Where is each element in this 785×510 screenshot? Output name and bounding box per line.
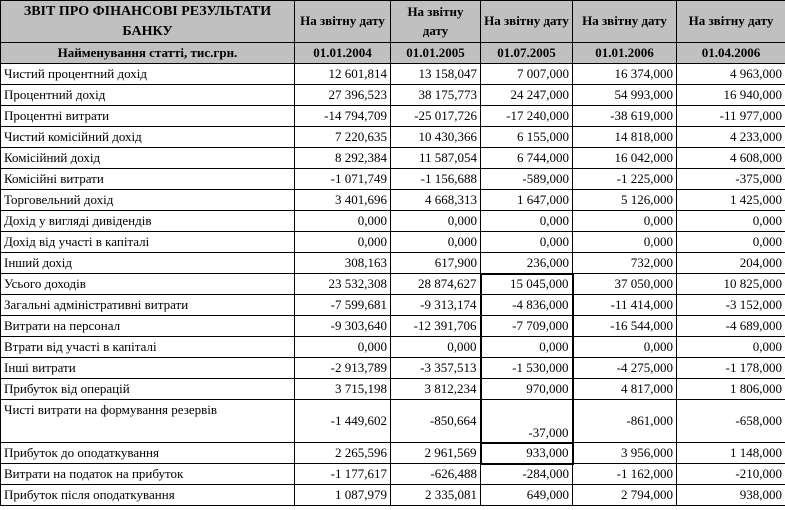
value-cell: -7 599,681 — [295, 295, 391, 316]
value-cell: -14 794,709 — [295, 106, 391, 127]
value-cell: 23 532,308 — [295, 274, 391, 295]
table-row — [1, 148, 785, 169]
value-cell: 933,000 — [481, 443, 573, 464]
value-cell: 14 818,000 — [573, 127, 677, 148]
value-cell: 2 794,000 — [573, 485, 677, 506]
date-header: 01.07.2005 — [481, 43, 573, 64]
table-row — [1, 464, 785, 485]
header-row-reporting-date — [1, 1, 785, 43]
value-cell: -626,488 — [391, 464, 481, 485]
value-cell: 28 874,627 — [391, 274, 481, 295]
value-cell: 2 265,596 — [295, 443, 391, 464]
value-cell: 970,000 — [481, 379, 573, 400]
value-cell: 1 806,000 — [677, 379, 785, 400]
value-cell: 938,000 — [677, 485, 785, 506]
value-cell: 308,163 — [295, 253, 391, 274]
value-cell: -2 913,789 — [295, 358, 391, 379]
value-cell: -16 544,000 — [573, 316, 677, 337]
table-row — [1, 253, 785, 274]
value-cell: 236,000 — [481, 253, 573, 274]
value-cell: 11 587,054 — [391, 148, 481, 169]
row-label: Прибуток до оподаткування — [1, 443, 295, 464]
value-cell: 37 050,000 — [573, 274, 677, 295]
value-cell: 2 335,081 — [391, 485, 481, 506]
table-row — [1, 169, 785, 190]
value-cell: 1 425,000 — [677, 190, 785, 211]
row-label: Процентний дохід — [1, 85, 295, 106]
value-cell: 2 961,569 — [391, 443, 481, 464]
value-cell: 4 233,000 — [677, 127, 785, 148]
value-cell: -850,664 — [391, 400, 481, 443]
table-row — [1, 190, 785, 211]
value-cell: 4 608,000 — [677, 148, 785, 169]
table-row — [1, 274, 785, 295]
value-cell: 0,000 — [573, 232, 677, 253]
value-cell: -284,000 — [481, 464, 573, 485]
value-cell: -4 836,000 — [481, 295, 573, 316]
subheader-item-name: Найменування статті, тис.грн. — [1, 43, 295, 64]
value-cell: -4 275,000 — [573, 358, 677, 379]
value-cell: 16 042,000 — [573, 148, 677, 169]
table-row — [1, 379, 785, 400]
value-cell: 0,000 — [481, 232, 573, 253]
value-cell: 6 744,000 — [481, 148, 573, 169]
table-row — [1, 106, 785, 127]
value-cell: 0,000 — [481, 337, 573, 358]
row-label: Чистий комісійний дохід — [1, 127, 295, 148]
value-cell: -1 178,000 — [677, 358, 785, 379]
value-cell: 0,000 — [391, 337, 481, 358]
value-cell: 38 175,773 — [391, 85, 481, 106]
value-cell: 7 220,635 — [295, 127, 391, 148]
value-cell: -1 530,000 — [481, 358, 573, 379]
value-cell: 16 940,000 — [677, 85, 785, 106]
value-cell: -1 225,000 — [573, 169, 677, 190]
value-cell: 54 993,000 — [573, 85, 677, 106]
row-label: Витрати на податок на прибуток — [1, 464, 295, 485]
value-cell: 1 087,979 — [295, 485, 391, 506]
value-cell: -25 017,726 — [391, 106, 481, 127]
value-cell: 0,000 — [391, 211, 481, 232]
row-label: Дохід від участі в капіталі — [1, 232, 295, 253]
value-cell: 204,000 — [677, 253, 785, 274]
value-cell: -9 303,640 — [295, 316, 391, 337]
value-cell: 4 817,000 — [573, 379, 677, 400]
table-row — [1, 295, 785, 316]
col-header-reporting-date: На звітну дату — [481, 1, 573, 43]
row-label: Прибуток після оподаткування — [1, 485, 295, 506]
value-cell: -375,000 — [677, 169, 785, 190]
date-header: 01.04.2006 — [677, 43, 785, 64]
date-header: 01.01.2004 — [295, 43, 391, 64]
value-cell: 12 601,814 — [295, 64, 391, 85]
row-label: Процентні витрати — [1, 106, 295, 127]
table-body — [1, 64, 785, 506]
value-cell: 0,000 — [677, 232, 785, 253]
row-label: Чисті витрати на формування резервів — [1, 400, 295, 443]
value-cell: 10 430,366 — [391, 127, 481, 148]
value-cell: 617,900 — [391, 253, 481, 274]
value-cell: -11 977,000 — [677, 106, 785, 127]
value-cell: -3 152,000 — [677, 295, 785, 316]
row-label: Витрати на персонал — [1, 316, 295, 337]
value-cell: -210,000 — [677, 464, 785, 485]
value-cell: 27 396,523 — [295, 85, 391, 106]
value-cell: 7 007,000 — [481, 64, 573, 85]
value-cell: 4 963,000 — [677, 64, 785, 85]
value-cell: -861,000 — [573, 400, 677, 443]
row-label: Інші витрати — [1, 358, 295, 379]
value-cell: 5 126,000 — [573, 190, 677, 211]
value-cell: -7 709,000 — [481, 316, 573, 337]
value-cell: -1 071,749 — [295, 169, 391, 190]
value-cell: 649,000 — [481, 485, 573, 506]
value-cell: 0,000 — [481, 211, 573, 232]
table-row — [1, 232, 785, 253]
table-row — [1, 127, 785, 148]
row-label: Дохід у вигляді дивідендів — [1, 211, 295, 232]
row-label: Загальні адміністративні витрати — [1, 295, 295, 316]
col-header-reporting-date: На звітну дату — [391, 1, 481, 43]
value-cell: -1 177,617 — [295, 464, 391, 485]
value-cell: -1 449,602 — [295, 400, 391, 443]
col-header-reporting-date: На звітну дату — [677, 1, 785, 43]
value-cell: -658,000 — [677, 400, 785, 443]
date-header: 01.01.2005 — [391, 43, 481, 64]
value-cell: 15 045,000 — [481, 274, 573, 295]
table-row — [1, 358, 785, 379]
row-label: Втрати від участі в капіталі — [1, 337, 295, 358]
value-cell: 16 374,000 — [573, 64, 677, 85]
value-cell: -37,000 — [481, 400, 573, 443]
value-cell: -3 357,513 — [391, 358, 481, 379]
value-cell: 0,000 — [391, 232, 481, 253]
table-row — [1, 400, 785, 443]
row-label: Усього доходів — [1, 274, 295, 295]
value-cell: -11 414,000 — [573, 295, 677, 316]
table-row — [1, 316, 785, 337]
value-cell: 8 292,384 — [295, 148, 391, 169]
value-cell: -17 240,000 — [481, 106, 573, 127]
value-cell: -12 391,706 — [391, 316, 481, 337]
table-title: ЗВІТ ПРО ФІНАНСОВІ РЕЗУЛЬТАТИ БАНКУ — [1, 1, 295, 43]
row-label: Інший дохід — [1, 253, 295, 274]
value-cell: -1 156,688 — [391, 169, 481, 190]
value-cell: 732,000 — [573, 253, 677, 274]
value-cell: -4 689,000 — [677, 316, 785, 337]
value-cell: -9 313,174 — [391, 295, 481, 316]
value-cell: 0,000 — [295, 211, 391, 232]
col-header-reporting-date: На звітну дату — [295, 1, 391, 43]
table-row — [1, 64, 785, 85]
value-cell: 3 401,696 — [295, 190, 391, 211]
value-cell: 1 647,000 — [481, 190, 573, 211]
table-row — [1, 337, 785, 358]
value-cell: 0,000 — [677, 211, 785, 232]
value-cell: 24 247,000 — [481, 85, 573, 106]
col-header-reporting-date: На звітну дату — [573, 1, 677, 43]
table-row — [1, 443, 785, 464]
value-cell: -589,000 — [481, 169, 573, 190]
value-cell: 6 155,000 — [481, 127, 573, 148]
value-cell: 3 956,000 — [573, 443, 677, 464]
value-cell: 0,000 — [295, 232, 391, 253]
value-cell: 3 812,234 — [391, 379, 481, 400]
value-cell: 3 715,198 — [295, 379, 391, 400]
row-label: Комісійні витрати — [1, 169, 295, 190]
value-cell: 0,000 — [573, 211, 677, 232]
row-label: Прибуток від операцій — [1, 379, 295, 400]
date-header: 01.01.2006 — [573, 43, 677, 64]
table-row — [1, 85, 785, 106]
value-cell: -38 619,000 — [573, 106, 677, 127]
value-cell: 10 825,000 — [677, 274, 785, 295]
row-label: Торговельний дохід — [1, 190, 295, 211]
value-cell: 13 158,047 — [391, 64, 481, 85]
value-cell: 0,000 — [573, 337, 677, 358]
row-label: Комісійний дохід — [1, 148, 295, 169]
value-cell: 1 148,000 — [677, 443, 785, 464]
table-row — [1, 485, 785, 506]
row-label: Чистий процентний дохід — [1, 64, 295, 85]
table-row — [1, 211, 785, 232]
value-cell: 0,000 — [295, 337, 391, 358]
value-cell: 4 668,313 — [391, 190, 481, 211]
header-row-dates — [1, 43, 785, 64]
value-cell: 0,000 — [677, 337, 785, 358]
value-cell: -1 162,000 — [573, 464, 677, 485]
